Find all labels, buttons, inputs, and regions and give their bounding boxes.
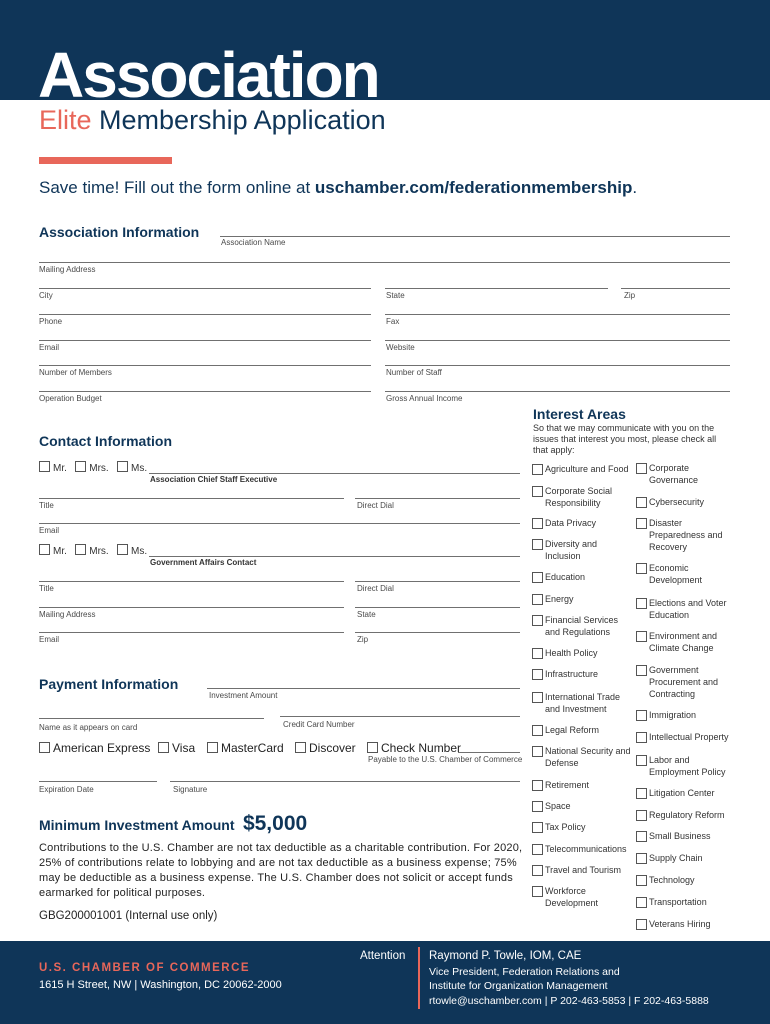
interest-checkbox[interactable] xyxy=(636,631,647,642)
interest-item[interactable] xyxy=(532,745,632,769)
members-label: Number of Members xyxy=(39,368,112,377)
interest-checkbox[interactable] xyxy=(532,594,543,605)
interest-checkbox[interactable] xyxy=(636,755,647,766)
budget-label: Operation Budget xyxy=(39,394,102,403)
income-field[interactable] xyxy=(385,391,730,392)
investment-amount-field[interactable] xyxy=(207,688,520,689)
budget-field[interactable] xyxy=(39,391,371,392)
interest-checkbox[interactable] xyxy=(532,746,543,757)
interest-label: Labor and Employment Policy xyxy=(649,755,726,777)
interest-item[interactable] xyxy=(532,800,632,812)
footer-org: U.S. CHAMBER OF COMMERCE xyxy=(39,962,251,974)
interest-item[interactable] xyxy=(636,754,736,778)
association-name-field[interactable] xyxy=(220,236,730,237)
interest-item[interactable] xyxy=(636,562,736,586)
gov-title-field[interactable] xyxy=(39,581,344,582)
interest-label: Elections and Voter Education xyxy=(649,598,727,620)
footer-divider xyxy=(418,947,420,1009)
interest-item[interactable] xyxy=(532,885,632,909)
footer-address: 1615 H Street, NW | Washington, DC 20062-2000 xyxy=(39,979,282,991)
interest-checkbox[interactable] xyxy=(532,464,543,475)
staff-label: Number of Staff xyxy=(386,368,442,377)
mailing-address-field[interactable] xyxy=(39,262,730,263)
gov-mailing-label: Mailing Address xyxy=(39,610,96,619)
association-name-label: Association Name xyxy=(221,238,286,247)
interest-item[interactable] xyxy=(532,821,632,833)
disclaimer-text: Contributions to the U.S. Chamber are not tax deductible as a charitable contribution. For 2020, 25% of contributions relate to lobbying and are not tax deductible as a business expense; 75% may be deductible as a business expense. The U.S. Chamber does not solicit or accept funds earmarked for political purposes. xyxy=(39,842,523,899)
interest-checkbox[interactable] xyxy=(532,539,543,550)
cc-number-label: Credit Card Number xyxy=(283,720,355,729)
interest-item[interactable] xyxy=(532,538,632,562)
interest-label: Legal Reform xyxy=(545,725,600,735)
interest-checkbox[interactable] xyxy=(636,788,647,799)
interest-item[interactable] xyxy=(532,614,632,638)
interest-item[interactable] xyxy=(636,852,736,864)
interest-checkbox[interactable] xyxy=(532,648,543,659)
payable-label: Payable to the U.S. Chamber of Commerce xyxy=(368,755,523,764)
interest-checkbox[interactable] xyxy=(636,897,647,908)
interest-label: Data Privacy xyxy=(545,518,597,528)
interest-item[interactable] xyxy=(532,843,632,855)
interest-item[interactable] xyxy=(636,731,736,743)
gov-mr-checkbox[interactable] xyxy=(39,544,50,555)
exec-title-field[interactable] xyxy=(39,498,344,499)
interest-checkbox[interactable] xyxy=(532,518,543,529)
interest-label: Intellectual Property xyxy=(649,732,729,742)
discover-checkbox[interactable] xyxy=(295,742,306,753)
subtitle-elite: Elite xyxy=(39,105,92,135)
interest-label: Space xyxy=(545,801,571,811)
interest-item[interactable] xyxy=(636,709,736,721)
interest-checkbox[interactable] xyxy=(636,518,647,529)
gov-zip-field[interactable] xyxy=(355,632,520,633)
cc-number-field[interactable] xyxy=(280,716,520,717)
interest-label: Energy xyxy=(545,594,574,604)
visa-checkbox[interactable] xyxy=(158,742,169,753)
interest-label: Cybersecurity xyxy=(649,497,705,507)
interest-item[interactable] xyxy=(636,918,736,930)
amex-option[interactable]: American Express xyxy=(39,741,150,755)
expiration-field[interactable] xyxy=(39,781,157,782)
interest-label: Immigration xyxy=(649,710,697,720)
interest-label: Workforce Development xyxy=(545,886,599,908)
amex-checkbox[interactable] xyxy=(39,742,50,753)
interest-label: Technology xyxy=(649,875,695,885)
interest-label: Retirement xyxy=(545,780,590,790)
check-checkbox[interactable] xyxy=(367,742,378,753)
minimum-investment xyxy=(39,812,307,836)
state-label: State xyxy=(386,291,405,300)
interest-checkbox[interactable] xyxy=(532,801,543,812)
interest-checkbox[interactable] xyxy=(532,886,543,897)
interest-item[interactable] xyxy=(636,896,736,908)
interest-label: Small Business xyxy=(649,831,711,841)
signature-label: Signature xyxy=(173,785,208,794)
internal-use-text: GBG200001001 (Internal use only) xyxy=(39,910,218,922)
zip-field[interactable] xyxy=(621,288,730,289)
email-field[interactable] xyxy=(39,340,371,341)
interest-checkbox[interactable] xyxy=(636,463,647,474)
website-field[interactable] xyxy=(385,340,730,341)
email-label: Email xyxy=(39,343,60,352)
gov-mailing-field[interactable] xyxy=(39,607,344,608)
gov-email-field[interactable] xyxy=(39,632,344,633)
footer-role-1: Vice President, Federation Relations and xyxy=(429,966,620,978)
interest-label: Corporate Governance xyxy=(649,463,699,485)
members-field[interactable] xyxy=(39,365,371,366)
interest-checkbox[interactable] xyxy=(636,497,647,508)
accent-bar xyxy=(39,157,172,164)
interest-label: Regulatory Reform xyxy=(649,810,725,820)
fax-field[interactable] xyxy=(385,314,730,315)
city-field[interactable] xyxy=(39,288,371,289)
interest-item[interactable] xyxy=(636,809,736,821)
interest-intro: So that we may communicate with you on the issues that interest you most, please check all that apply: xyxy=(533,423,717,455)
interest-item[interactable] xyxy=(532,668,632,680)
interest-checkbox[interactable] xyxy=(532,865,543,876)
gov-title-label: Title xyxy=(39,584,54,593)
interest-checkbox[interactable] xyxy=(636,710,647,721)
staff-field[interactable] xyxy=(385,365,730,366)
interest-label: Economic Development xyxy=(649,563,703,585)
save-time-text: Save time! Fill out the form online at uschamber.com/federationmembership. xyxy=(39,178,638,197)
footer-name: Raymond P. Towle, IOM, CAE xyxy=(429,950,582,962)
exec-label: Association Chief Staff Executive xyxy=(150,475,278,484)
gov-state-field[interactable] xyxy=(355,607,520,608)
interest-checkbox[interactable] xyxy=(532,572,543,583)
interest-checkbox[interactable] xyxy=(636,598,647,609)
interest-checkbox[interactable] xyxy=(532,692,543,703)
interest-item[interactable] xyxy=(532,463,632,475)
visa-option[interactable]: Visa xyxy=(158,741,195,755)
interest-checkbox[interactable] xyxy=(636,875,647,886)
gov-label: Government Affairs Contact xyxy=(150,558,257,567)
exec-name-field[interactable] xyxy=(149,473,520,474)
gov-zip-label: Zip xyxy=(357,635,369,644)
mastercard-checkbox[interactable] xyxy=(207,742,218,753)
footer-contact[interactable]: rtowle@uschamber.com | P 202-463-5853 | F 202-463-5888 xyxy=(429,995,709,1007)
interest-label: International Trade and Investment xyxy=(545,692,621,714)
interest-label: National Security and Defense xyxy=(545,746,631,768)
interest-checkbox[interactable] xyxy=(532,780,543,791)
interest-item[interactable] xyxy=(636,462,736,486)
subtitle-rest: Membership Application xyxy=(91,105,386,135)
name-on-card-field[interactable] xyxy=(39,718,264,719)
interest-checkbox[interactable] xyxy=(532,725,543,736)
interest-checkbox[interactable] xyxy=(636,853,647,864)
interest-checkbox[interactable] xyxy=(636,563,647,574)
interest-label: Supply Chain xyxy=(649,853,703,863)
interest-checkbox[interactable] xyxy=(636,919,647,930)
interest-checkbox[interactable] xyxy=(636,810,647,821)
minimum-amount: $5,000 xyxy=(242,812,308,835)
interest-item[interactable] xyxy=(636,630,736,654)
mailing-address-label: Mailing Address xyxy=(39,265,96,274)
page-subtitle xyxy=(39,103,386,137)
phone-label: Phone xyxy=(39,317,63,326)
contact-info-heading: Contact Information xyxy=(39,433,172,449)
fax-label: Fax xyxy=(386,317,400,326)
interest-item[interactable] xyxy=(532,517,632,529)
interest-item[interactable] xyxy=(532,779,632,791)
interest-item[interactable] xyxy=(532,571,632,583)
interest-item[interactable] xyxy=(636,496,736,508)
payment-info-heading: Payment Information xyxy=(39,676,179,692)
interest-label: Agriculture and Food xyxy=(545,464,629,474)
gov-ms-checkbox[interactable] xyxy=(117,544,128,555)
interest-checkbox[interactable] xyxy=(532,615,543,626)
interest-label: Transportation xyxy=(649,897,707,907)
gov-mrs-checkbox[interactable] xyxy=(75,544,86,555)
exec-title-label: Title xyxy=(39,501,54,510)
interest-item[interactable] xyxy=(532,485,632,509)
gov-direct-dial-label: Direct Dial xyxy=(357,584,394,593)
check-option[interactable]: Check Number xyxy=(367,741,461,755)
interest-item[interactable] xyxy=(532,724,632,736)
phone-field[interactable] xyxy=(39,314,371,315)
interest-label: Financial Services and Regulations xyxy=(545,615,619,637)
check-number-field[interactable] xyxy=(458,752,520,753)
ms-checkbox[interactable] xyxy=(117,461,128,472)
interest-checkbox[interactable] xyxy=(532,669,543,680)
exec-salutation-group: Mr. Mrs. Ms. xyxy=(39,461,147,474)
gov-salutation-group: Mr. Mrs. Ms. xyxy=(39,544,147,557)
interest-item[interactable] xyxy=(532,593,632,605)
interest-item[interactable] xyxy=(532,864,632,876)
interest-checkbox[interactable] xyxy=(532,822,543,833)
page-title: Association xyxy=(38,39,379,111)
interest-checkbox[interactable] xyxy=(636,732,647,743)
interest-label: Education xyxy=(545,572,586,582)
interest-label: Veterans Hiring xyxy=(649,919,711,929)
online-url-link[interactable]: uschamber.com/federationmembership xyxy=(314,178,633,197)
discover-option[interactable]: Discover xyxy=(295,741,356,755)
interest-item[interactable] xyxy=(636,597,736,621)
name-on-card-label: Name as it appears on card xyxy=(39,723,138,732)
association-info-heading: Association Information xyxy=(39,224,200,240)
interest-item[interactable] xyxy=(636,830,736,842)
interest-label: Tax Policy xyxy=(545,822,586,832)
exec-direct-dial-label: Direct Dial xyxy=(357,501,394,510)
interest-item[interactable] xyxy=(636,517,736,553)
mr-checkbox[interactable] xyxy=(39,461,50,472)
state-field[interactable] xyxy=(385,288,608,289)
interest-label: Infrastructure xyxy=(545,669,599,679)
interest-label: Diversity and Inclusion xyxy=(545,539,598,561)
interest-label: Disaster Preparedness and Recovery xyxy=(649,518,723,552)
gov-direct-dial-field[interactable] xyxy=(355,581,520,582)
city-label: City xyxy=(39,291,53,300)
gov-email-label: Email xyxy=(39,635,60,644)
interest-label: Travel and Tourism xyxy=(545,865,622,875)
footer-attention: Attention xyxy=(360,950,406,962)
mrs-checkbox[interactable] xyxy=(75,461,86,472)
investment-amount-label: Investment Amount xyxy=(209,691,278,700)
interest-item[interactable] xyxy=(532,647,632,659)
income-label: Gross Annual Income xyxy=(386,394,463,403)
interest-label: Government Procurement and Contracting xyxy=(649,665,719,699)
interest-label: Corporate Social Responsibility xyxy=(545,486,613,508)
website-label: Website xyxy=(386,343,415,352)
interest-areas-heading: Interest Areas xyxy=(533,406,626,422)
exec-email-label: Email xyxy=(39,526,60,535)
interest-label: Telecommunications xyxy=(545,844,627,854)
interest-checkbox[interactable] xyxy=(532,844,543,855)
gov-name-field[interactable] xyxy=(149,556,520,557)
interest-checkbox[interactable] xyxy=(532,486,543,497)
interest-label: Litigation Center xyxy=(649,788,715,798)
interest-label: Health Policy xyxy=(545,648,598,658)
interest-item[interactable] xyxy=(636,787,736,799)
signature-field[interactable] xyxy=(170,781,520,782)
interest-item[interactable] xyxy=(636,874,736,886)
interest-item[interactable] xyxy=(636,664,736,700)
interest-checkbox[interactable] xyxy=(636,665,647,676)
gov-state-label: State xyxy=(357,610,376,619)
exec-direct-dial-field[interactable] xyxy=(355,498,520,499)
minimum-label: Minimum Investment Amount xyxy=(39,817,235,833)
mastercard-option[interactable]: MasterCard xyxy=(207,741,284,755)
interest-item[interactable] xyxy=(532,691,632,715)
expiration-label: Expiration Date xyxy=(39,785,94,794)
zip-label: Zip xyxy=(624,291,636,300)
interest-checkbox[interactable] xyxy=(636,831,647,842)
exec-email-field[interactable] xyxy=(39,523,520,524)
footer-role-2: Institute for Organization Management xyxy=(429,980,608,992)
interest-label: Environment and Climate Change xyxy=(649,631,718,653)
